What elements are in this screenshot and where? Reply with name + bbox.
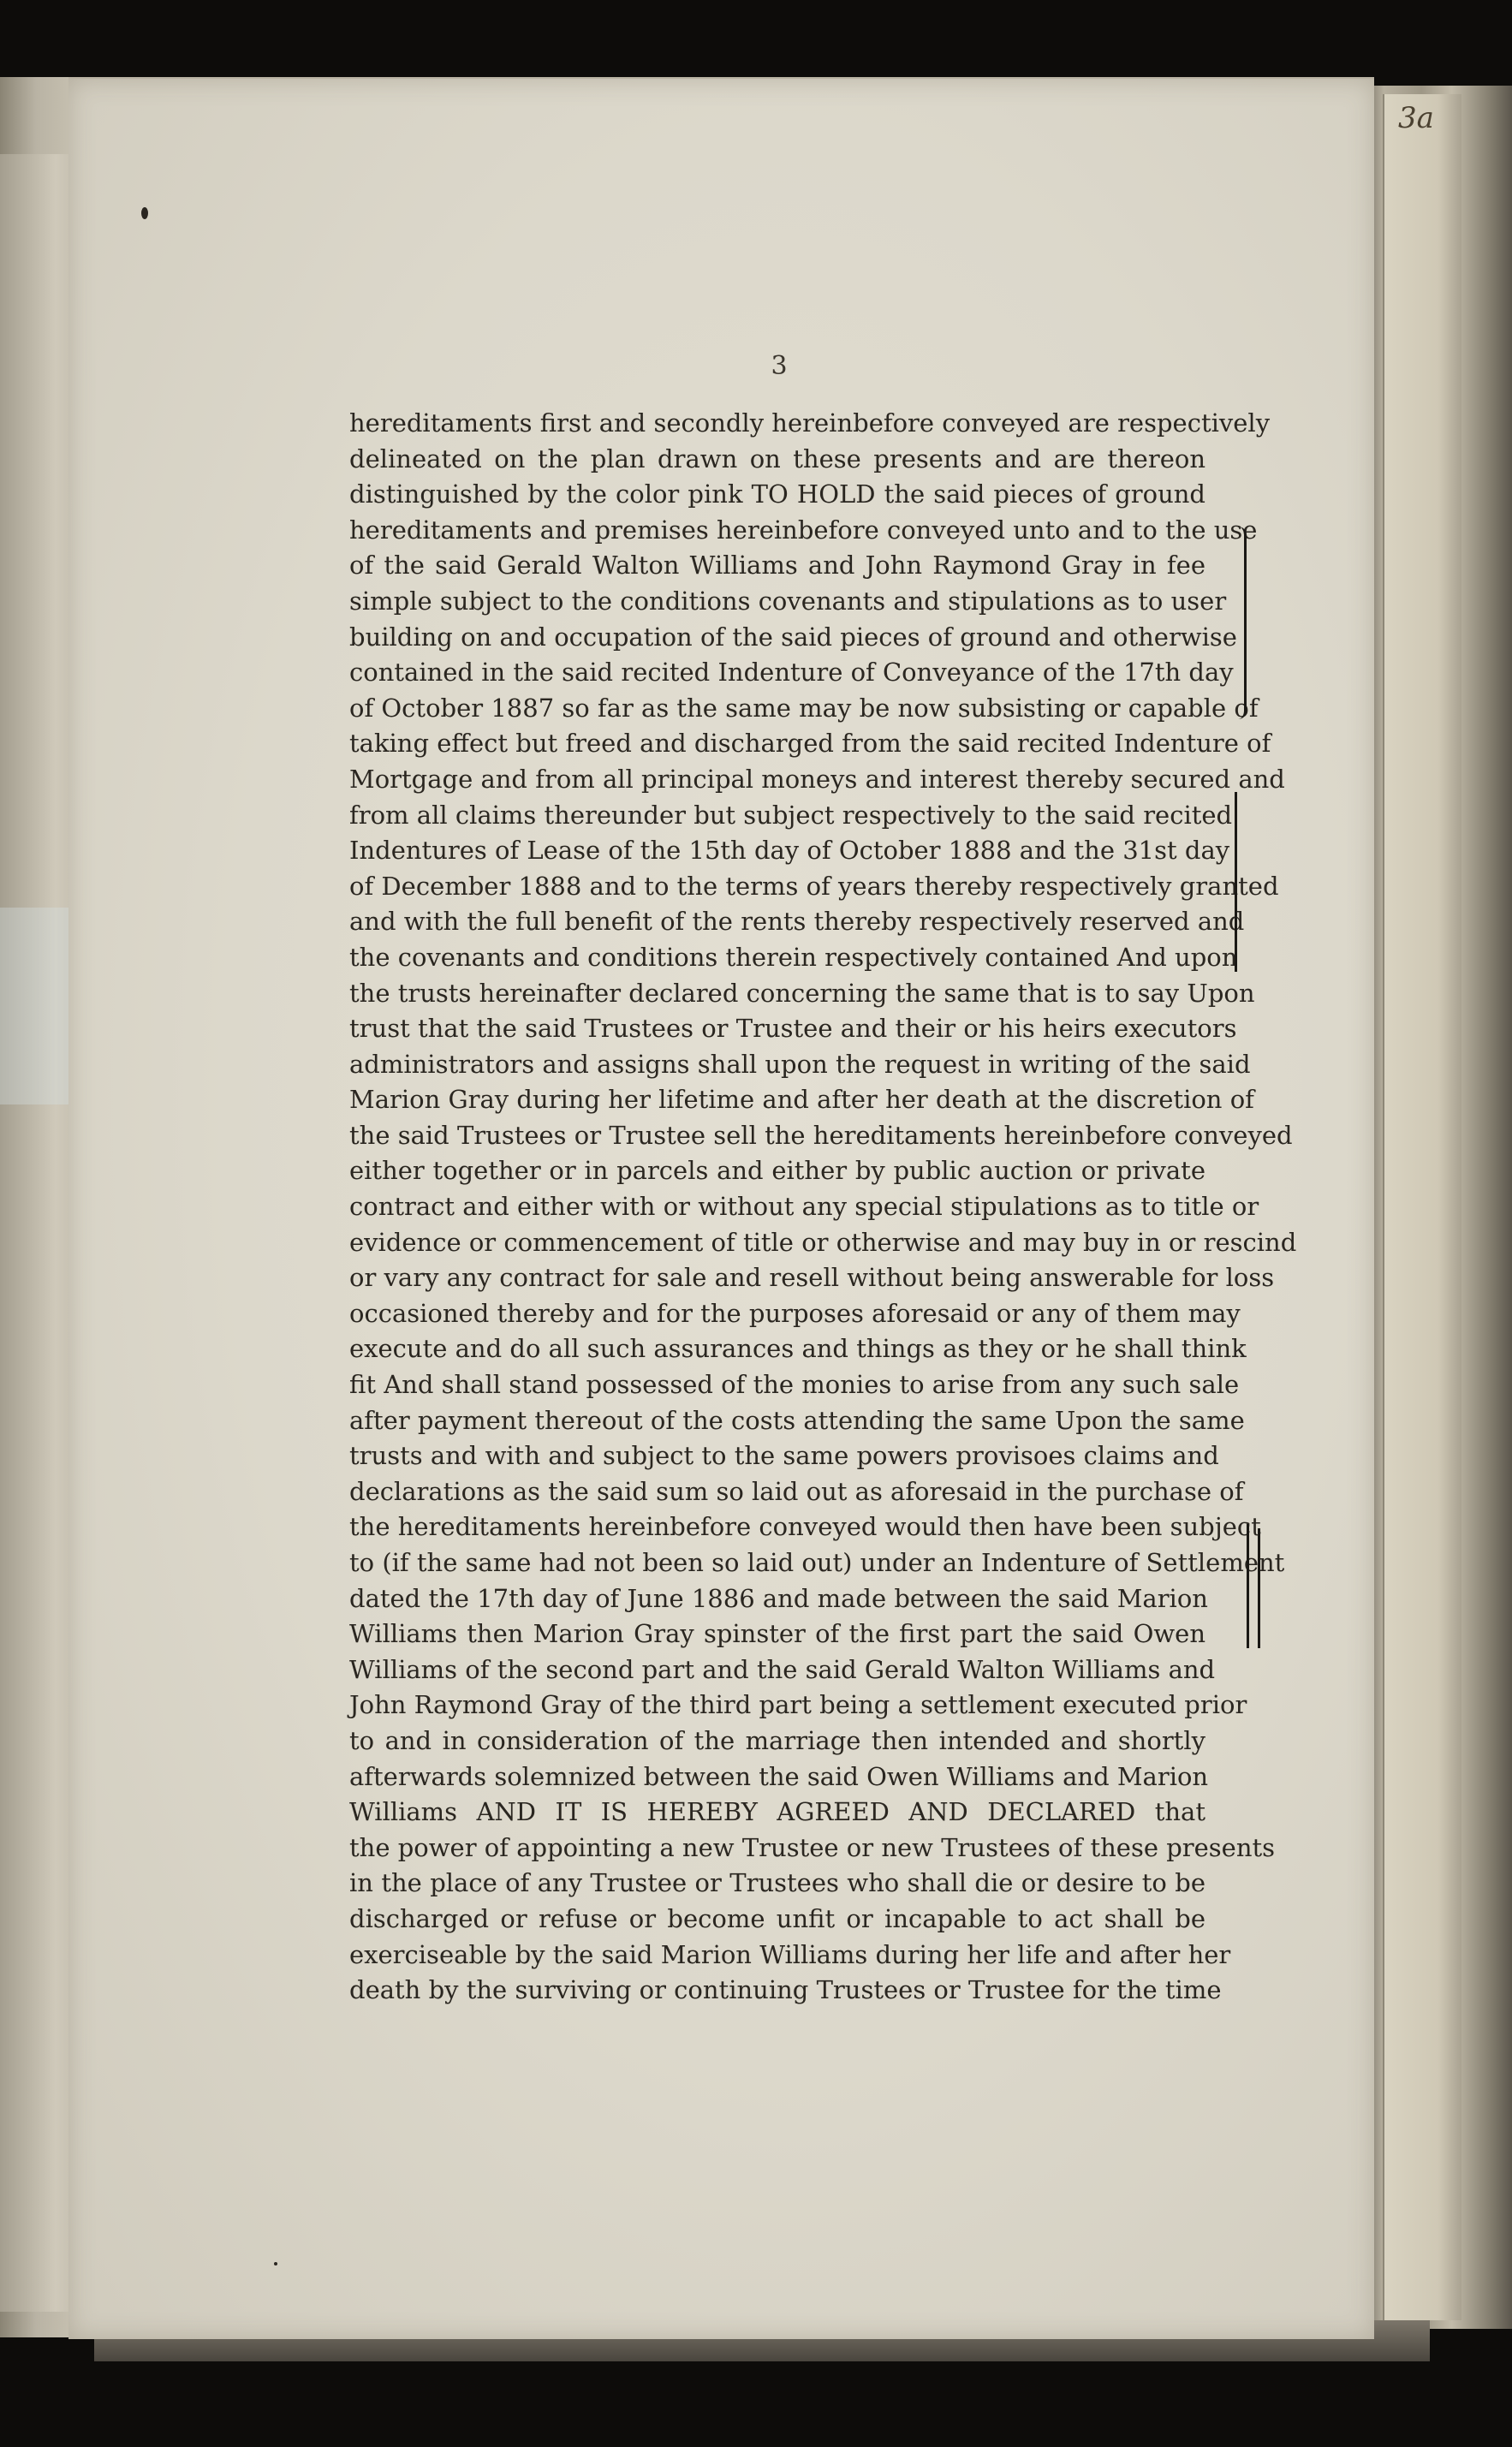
text-line: Williams of the second part and the said Gerald Walton Williams and [349, 1654, 1216, 1684]
text-line: occasioned thereby and for the purposes aforesaid or any of them may [349, 1298, 1241, 1328]
text-line: execute and do all such assurances and things as they or he shall think [349, 1334, 1247, 1364]
body-text [349, 406, 1297, 2009]
text-line: of December 1888 and to the terms of years thereby respectively granted [349, 871, 1279, 901]
text-line: the power of appointing a new Trustee or new Trustees of these presents [349, 1832, 1276, 1862]
text-line: or vary any contract for sale and resell without being answerable for loss [349, 1263, 1275, 1293]
text-line: John Raymond Gray of the third part being a settlement executed prior [349, 1690, 1247, 1720]
margin-double-line [1247, 1524, 1251, 1648]
text-line: trust that the said Trustees or Trustee and their or his heirs executors [349, 1014, 1237, 1044]
text-line: the trusts hereinafter declared concerning the same that is to say Upon [349, 978, 1255, 1008]
page-number: 3 [771, 351, 788, 381]
ink-speck [274, 2262, 277, 2265]
text-line: Williams then Marion Gray spinster of the first part the said Owen [349, 1619, 1205, 1649]
text-line: discharged or refuse or become unfit or incapable to act shall be [349, 1903, 1205, 1933]
text-line: to and in consideration of the marriage then intended and shortly [349, 1725, 1205, 1755]
margin-bracket [1237, 527, 1247, 719]
text-line: evidence or commencement of title or otherwise and may buy in or rescind [349, 1227, 1297, 1257]
text-line: and with the full benefit of the rents thereby respectively reserved and [349, 907, 1245, 937]
text-line: delineated on the plan drawn on these presents and are thereon [349, 444, 1205, 473]
text-line: from all claims thereunder but subject respectively to the said recited [349, 800, 1233, 830]
text-line: trusts and with and subject to the same powers provisoes claims and [349, 1441, 1219, 1471]
right-page-tab [1383, 94, 1461, 2320]
text-line: the hereditaments hereinbefore conveyed would then have been subject [349, 1512, 1261, 1542]
text-line: death by the surviving or continuing Trustees or Trustee for the time [349, 1975, 1222, 2005]
text-line: Williams AND IT IS HEREBY AGREED AND DECLARED that [349, 1797, 1205, 1827]
text-line: either together or in parcels and either by public auction or private [349, 1156, 1205, 1186]
text-line: declarations as the said sum so laid out as aforesaid in the purchase of [349, 1476, 1244, 1506]
text-line: Mortgage and from all principal moneys and interest thereby secured and [349, 764, 1285, 794]
text-line: taking effect but freed and discharged from the said recited Indenture of [349, 729, 1271, 759]
text-line: simple subject to the conditions covenants and stipulations as to user [349, 586, 1227, 616]
ink-speck [141, 207, 148, 219]
text-line: of the said Gerald Walton Williams and John Raymond Gray in fee [349, 551, 1205, 580]
text-line: of October 1887 so far as the same may be now subsisting or capable of [349, 693, 1259, 723]
text-line: hereditaments and premises hereinbefore conveyed unto and to the use [349, 515, 1258, 545]
text-line: Marion Gray during her lifetime and after her death at the discretion of [349, 1085, 1254, 1115]
text-line: building on and occupation of the said pieces of ground and otherwise [349, 622, 1237, 652]
text-line: Indentures of Lease of the 15th day of October 1888 and the 31st day [349, 836, 1230, 866]
text-line: contract and either with or without any special stipulations as to title or [349, 1192, 1259, 1222]
text-line: contained in the said recited Indenture of Conveyance of the 17th day [349, 658, 1234, 688]
text-line: in the place of any Trustee or Trustees who shall die or desire to be [349, 1868, 1205, 1898]
text-line: after payment thereout of the costs attending the same Upon the same [349, 1405, 1245, 1435]
text-line: hereditaments first and secondly hereinbefore conveyed are respectively [349, 408, 1271, 438]
text-line: the said Trustees or Trustee sell the hereditaments hereinbefore conveyed [349, 1120, 1293, 1150]
text-line: dated the 17th day of June 1886 and made between the said Marion [349, 1583, 1208, 1613]
text-line: fit And shall stand possessed of the monies to arise from any such sale [349, 1370, 1240, 1400]
text-line: administrators and assigns shall upon the request in writing of the said [349, 1049, 1251, 1079]
margin-bracket [1229, 792, 1237, 972]
text-line: exerciseable by the said Marion Williams during her life and after her [349, 1939, 1231, 1969]
text-line: the covenants and conditions therein respectively contained And upon [349, 942, 1238, 972]
text-line: to (if the same had not been so laid out) under an Indenture of Settlement [349, 1548, 1285, 1577]
text-line: afterwards solemnized between the said Owen Williams and Marion [349, 1761, 1209, 1791]
text-line: distinguished by the color pink TO HOLD the said pieces of ground [349, 479, 1205, 509]
margin-double-line [1258, 1528, 1262, 1648]
folio-annotation: 3a [1398, 101, 1434, 135]
